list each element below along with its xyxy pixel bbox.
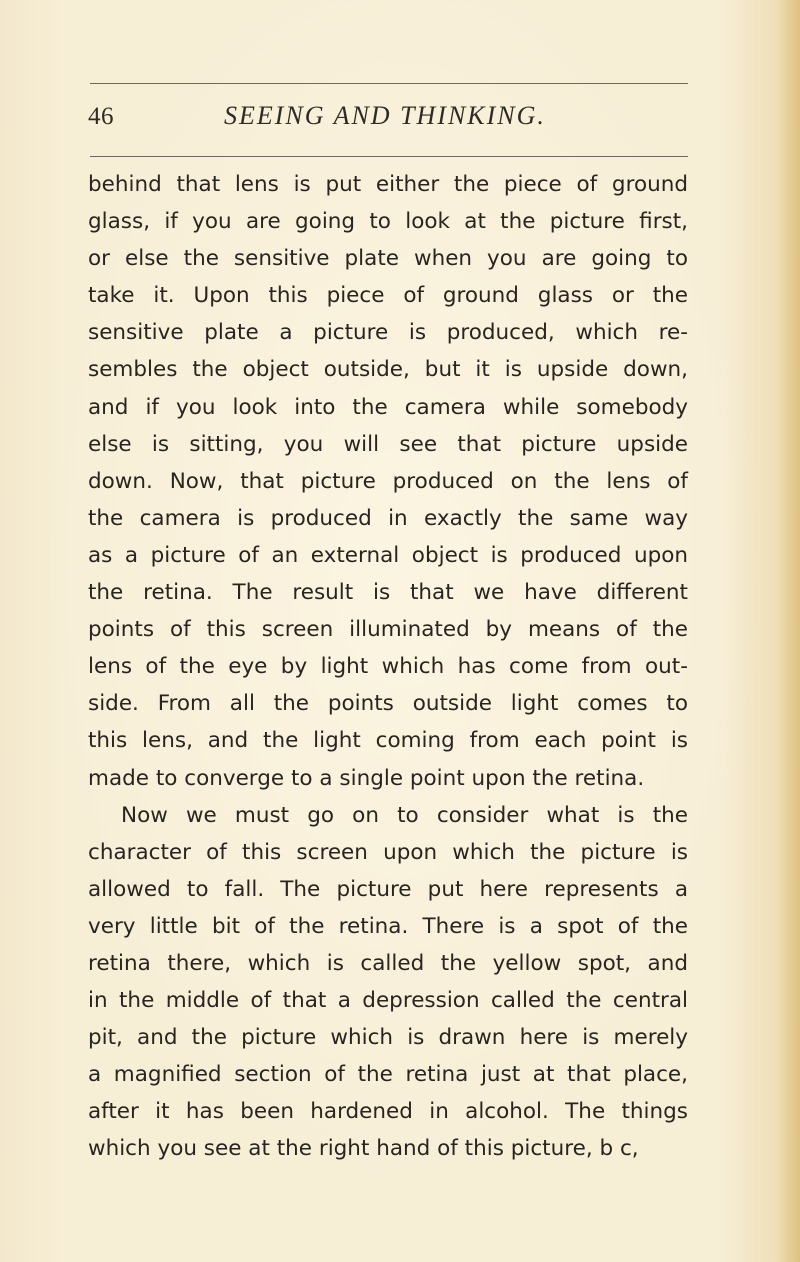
text-line: the camera is produced in exactly the same way: [88, 505, 688, 531]
text-line: take it. Upon this piece of ground glass or the: [88, 283, 688, 309]
text-line: this lens, and the light coming from each point is: [88, 728, 688, 754]
text-line: else is sitting, you will see that picture upside: [88, 431, 688, 457]
text-line: in the middle of that a depression called the central: [88, 988, 688, 1014]
text-line: or else the sensitive plate when you are going to: [88, 246, 688, 272]
text-line: sembles the object outside, but it is upside down,: [88, 357, 688, 383]
text-line: allowed to fall. The picture put here represents a: [88, 876, 688, 902]
header-rule-bottom: [90, 156, 688, 157]
text-line: points of this screen illuminated by means of the: [88, 617, 688, 643]
text-line-paragraph-start: Now we must go on to consider what is the: [121, 802, 688, 828]
text-line: the retina. The result is that we have different: [88, 580, 688, 606]
text-line: down. Now, that picture produced on the lens of: [88, 468, 688, 494]
body-text: [88, 166, 688, 1168]
text-line: made to converge to a single point upon the retina.: [88, 765, 645, 791]
running-header: [88, 101, 688, 141]
text-line: sensitive plate a picture is produced, which re-: [88, 320, 688, 346]
text-line: a magnified section of the retina just at that place,: [88, 1062, 688, 1088]
text-line: side. From all the points outside light comes to: [88, 691, 688, 717]
text-line: lens of the eye by light which has come from out-: [88, 654, 688, 680]
text-line: and if you look into the camera while somebody: [88, 394, 688, 420]
header-rule-top: [90, 83, 688, 84]
text-line: glass, if you are going to look at the picture first,: [88, 209, 688, 235]
page-number: 46: [88, 103, 114, 130]
text-line: character of this screen upon which the picture is: [88, 839, 688, 865]
text-line: after it has been hardened in alcohol. The things: [88, 1099, 688, 1125]
text-line: behind that lens is put either the piece of ground: [88, 172, 688, 197]
text-line: pit, and the picture which is drawn here is merely: [88, 1025, 688, 1051]
running-title: SEEING AND THINKING.: [224, 101, 546, 130]
page-edge-shading: [778, 0, 800, 1262]
text-line: very little bit of the retina. There is a spot of the: [88, 913, 688, 939]
text-line: which you see at the right hand of this picture, b c,: [88, 1136, 639, 1162]
text-line: as a picture of an external object is produced upon: [88, 542, 688, 568]
text-line: retina there, which is called the yellow spot, and: [88, 950, 688, 976]
